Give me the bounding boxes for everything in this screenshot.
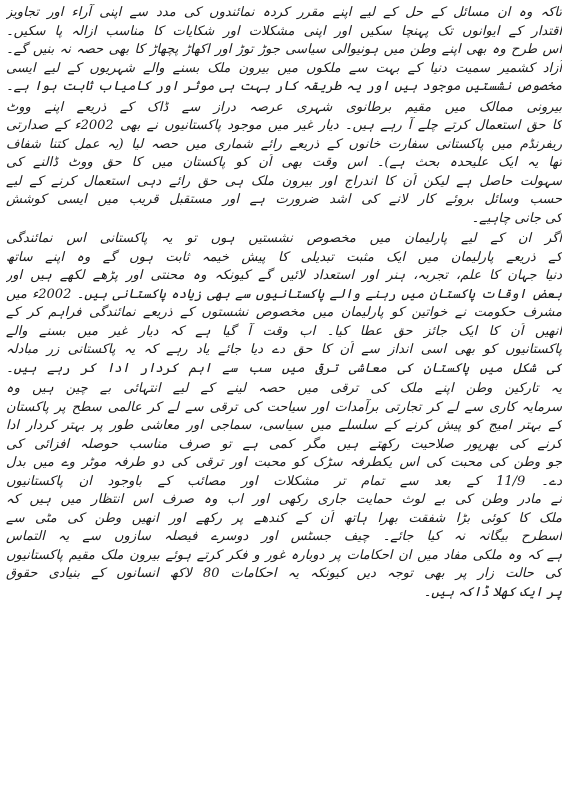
text-line: پر ایک کھلا ڈاکہ ہیں۔	[423, 584, 562, 600]
text-line: ملک کا کوئی بڑا شفقت بھرا ہاتھ اُن کے کندھے پر رکھے اور انھیں وطن کی مٹی سے	[6, 510, 562, 526]
text-line: ریفرنڈم میں پاکستانی سفارت خانوں کے ذریعے رائے شماری میں حصہ لیا (یہ عمل کتنا شفاف	[6, 136, 562, 152]
text-line: کی حالت زار پر بھی توجہ دیں کیونکہ یہ احکامات 80 لاکھ انسانوں کے بنیادی حقوق	[6, 566, 562, 581]
text-line: سہولت حاصل ہے لیکن اُن کا اندراج اور بیرون ملک ہی حق رائے دہی استعمال کرنے کے لیے	[6, 173, 562, 189]
text-line: تھا یہ ایک علیحدہ بحث ہے)۔ اس وقت بھی اُن کو پاکستان میں کا حق ووٹ ڈالنے کی	[6, 155, 562, 170]
text-line: کے بہتر امیج کو پیش کرنے کے سلسلے میں سیاسی، سماجی اور معاشی طور پر بہتر کردار ادا	[6, 418, 562, 433]
text-line: مشرف حکومت نے خواتین کو پارلیمان میں مخصوص نشستوں کے ذریعے نمائندگی فراہم کر کے	[6, 305, 562, 320]
text-line: اس طرح وہ بھی اپنے وطن میں ہونیوالی سیاسی جوڑ توڑ اور اکھاڑ پچھاڑ کا بھی حصہ نہ بنیں گے۔	[6, 42, 562, 57]
text-line: بیرونی ممالک میں مقیم برطانوی شہری عرصہ دراز سے ڈاک کے ذریعے اپنے ووٹ	[6, 99, 562, 115]
text-line: یہ تارکین وطن اپنے ملک کی ترقی میں حصہ لینے کے لیے انتہائی بے چین ہیں وہ	[6, 381, 562, 396]
text-line: پاکستانیوں کو بھی اسی انداز سے اُن کا حق دے دیا جائے یاد رہے کہ یہ پاکستانی زر مبادلہ	[6, 342, 562, 357]
text-line: مخصوص نشستیں موجود ہیں اور یہ طریقہ کار بہت ہی موثر اور کامیاب ثابت ہوا ہے۔	[6, 79, 562, 94]
text-line: سرمایہ کاری سے لے کر تجارتی برآمدات اور سیاحت کی ترقی سے لے کر عالمی سطح پر پاکستان	[6, 399, 562, 415]
text-line: نے مادر وطن کی بے لوث حمایت جاری رکھی اور اب وہ صرف اس انتظار میں ہیں کہ	[6, 492, 562, 507]
text-line: اسطرح بیگانہ نہ کیا جائے۔ چیف جسٹس اور دوسرے فیصلہ سازوں سے یہ التماس	[6, 529, 562, 544]
text-line: کی جانی چاہیے۔	[471, 210, 562, 226]
text-line: کرنے کی بھرپور صلاحیت رکھتے ہیں مگر کمی ہے تو صرف مناسب حوصلہ افزائی کی	[6, 436, 562, 452]
text-line: آزاد کشمیر سمیت دنیا کے بہت سے ملکوں میں بیرون ملک بسنے والے شہریوں کے لیے ایسی	[6, 60, 562, 76]
text-line: اگر ان کے لیے پارلیمان میں مخصوص نشستیں ہوں تو یہ پاکستانی اس نمائندگی	[6, 231, 562, 246]
text-line: ہے کہ وہ ملکی مفاد میں ان احکامات پر دوبارہ غور و فکر کرتے ہوئے بیرون ملک مقیم پاکستانیوں	[6, 547, 562, 563]
text-line: بعض اوقات پاکستان میں رہنے والے پاکستانیوں سے بھی زیادہ پاکستانی ہیں۔ 2002ء میں	[6, 286, 562, 302]
text-line: اقتدار کے ایوانوں تک پہنچا سکیں اور اپنی مشکلات اور شکایات کا مناسب ازالہ پا سکیں۔	[6, 23, 562, 39]
text-line: دنیا جہان کا علم، تجربہ، ہنر اور استعداد لائیں گے کیونکہ وہ محنتی اور پڑھے لکھے ہیں اور	[6, 268, 562, 283]
text-line: کا حق استعمال کرتے چلے آ رہے ہیں۔ دیار غیر میں موجود پاکستانیوں نے بھی 2002ء کے صدارتی	[6, 118, 562, 133]
text-line: انھیں اُن کا ایک جائز حق عطا کیا۔ اب وقت آ گیا ہے کہ دیار غیر میں بسنے والے	[6, 323, 562, 339]
text-line: حسب وسائل بروئے کار لانے کی اشد ضرورت ہے اور مستقبل قریب میں ایسی کوشش	[6, 192, 562, 207]
text-line: جو وطن کی محبت کی اس یکطرفہ سڑک کو محبت اور ترقی کی دو طرفہ موٹر وے میں بدل	[6, 455, 562, 470]
text-line: کے ذریعے پارلیمان میں ایک مثبت تبدیلی کا پیش خیمہ ثابت ہوں گے وہ اپنے ساتھ	[6, 249, 562, 265]
text-line: تاکہ وہ ان مسائل کے حل کے لیے اپنے مقرر کردہ نمائندوں کی مدد سے اپنی آراء اور تجاویز	[6, 5, 562, 20]
text-line: کی شکل میں پاکستان کی معاشی ترقی میں سب سے اہم کردار ادا کر رہے ہیں۔	[6, 360, 562, 376]
text-line: دے۔ 11/9 کے بعد سے تمام تر مشکلات اور مصائب کے باوجود ان پاکستانیوں	[6, 473, 562, 489]
